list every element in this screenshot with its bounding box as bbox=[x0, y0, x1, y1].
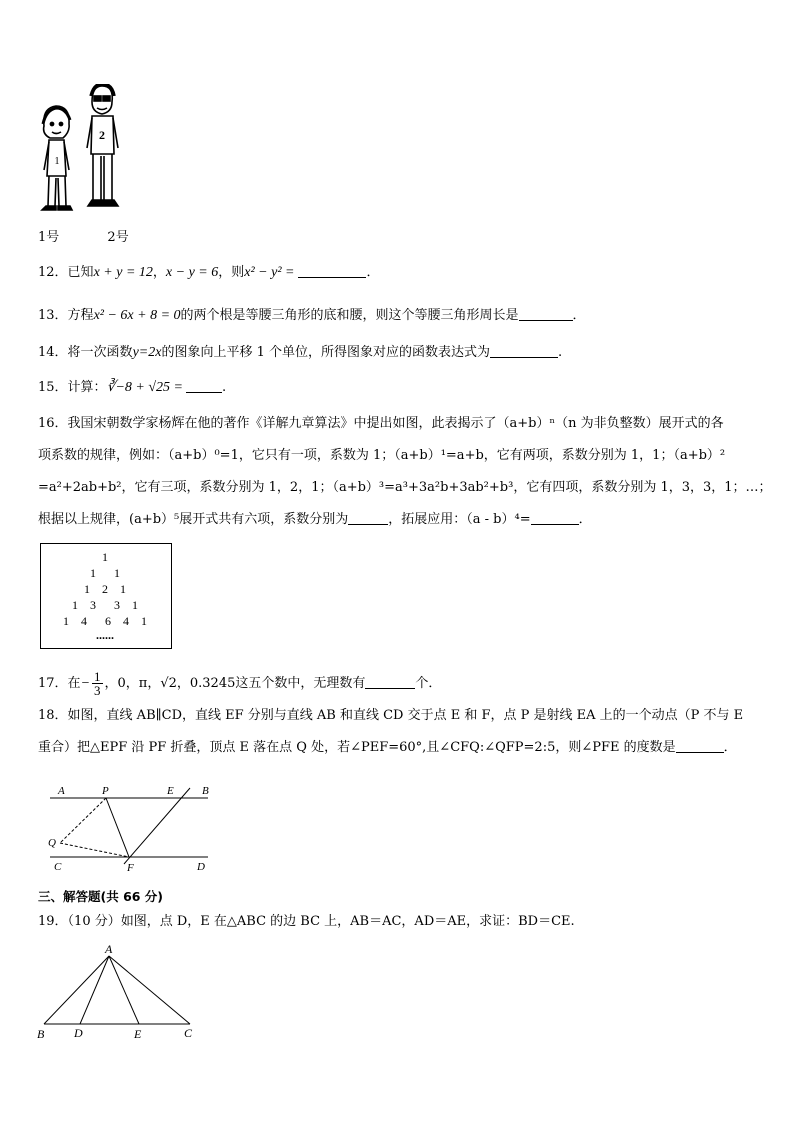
q13-end: ． bbox=[572, 308, 586, 323]
q17-answer-blank[interactable] bbox=[365, 674, 415, 689]
question-15 bbox=[38, 378, 226, 398]
q16-answer-blank-1[interactable] bbox=[348, 510, 388, 525]
q16-line-4-text-b: ，拓展应用：（a - b）⁴= bbox=[388, 512, 531, 527]
q17-fraction bbox=[92, 670, 103, 697]
label-b: B bbox=[37, 1027, 45, 1041]
q13-text-1: 方程 bbox=[67, 308, 94, 323]
question-16-line-2: 项系数的规律，例如：（a+b）⁰=1，它只有一项，系数为 1；（a+b）¹=a+b，它有两项，系数分别为 1，1；（a+b）² bbox=[38, 448, 726, 463]
label-p: P bbox=[102, 785, 109, 797]
q12-end: ． bbox=[366, 265, 380, 280]
kid-label-2: 2号 bbox=[107, 230, 129, 245]
q14-end: . bbox=[557, 345, 563, 360]
side-ac bbox=[109, 956, 190, 1024]
label-b: B bbox=[202, 785, 209, 797]
side-ab bbox=[44, 956, 109, 1024]
kid-1-shirt-number: 1 bbox=[54, 156, 60, 167]
q17-text-2: ，0，π，√2，0.3245这五个数中，无理数有 bbox=[104, 676, 366, 691]
question-12 bbox=[38, 263, 379, 283]
question-16-line-3: =a²+2ab+b²，它有三项，系数分别为 1，2，1；（a+b）³=a³+3a²b+3ab²+b³，它有四项，系数分别为 1，3，3，1；…； bbox=[38, 480, 772, 495]
section-3-heading: 三、解答题(共 66 分) bbox=[38, 889, 164, 904]
question-16-line-4 bbox=[38, 510, 592, 530]
q17-fraction-sign: − bbox=[80, 676, 91, 691]
q13-equation: x² − 6x + 8 = 0 bbox=[93, 308, 181, 323]
q15-answer-blank[interactable] bbox=[186, 378, 222, 393]
label-d: D bbox=[74, 1026, 83, 1040]
label-e: E bbox=[134, 1027, 142, 1041]
pascal-row-1: 1 bbox=[102, 550, 108, 564]
q13-number: 13． bbox=[38, 308, 68, 323]
label-d: D bbox=[197, 861, 205, 873]
kids-labels bbox=[38, 228, 129, 248]
line-ef bbox=[124, 788, 190, 864]
pascal-row-5: 1 4 6 4 1 bbox=[63, 614, 147, 628]
pascal-triangle-box bbox=[40, 543, 172, 649]
segment-ae bbox=[109, 956, 139, 1024]
q14-function: y=2x bbox=[132, 345, 162, 360]
question-18-line-2 bbox=[38, 738, 737, 758]
q12-sep: ， bbox=[152, 265, 166, 280]
question-17 bbox=[38, 670, 441, 697]
pascal-row-3: 1 2 1 bbox=[84, 582, 126, 596]
question-18-line-1: 18．如图，直线 AB∥CD，直线 EF 分别与直线 AB 和直线 CD 交于点 E 和 F，点 P 是射线 EA 上的一个动点（P 不与 E bbox=[38, 708, 744, 723]
segment-qf-dashed bbox=[60, 843, 129, 857]
q14-number: 14． bbox=[38, 345, 68, 360]
q17-text-3: 个． bbox=[415, 676, 442, 691]
label-q: Q bbox=[48, 837, 56, 849]
q12-answer-blank[interactable] bbox=[298, 263, 366, 278]
q12-text-1: 已知 bbox=[67, 265, 94, 280]
q19-triangle-figure bbox=[34, 940, 204, 1044]
kid-label-1: 1号 bbox=[38, 230, 60, 245]
q18-end: ． bbox=[723, 740, 737, 755]
label-a: A bbox=[105, 942, 113, 956]
q18-line-2-text: 重合）把△EPF 沿 PF 折叠，顶点 E 落在点 Q 处，若∠PEF=60°,且∠CFQ:∠QFP=2:5，则∠PFE 的度数是 bbox=[38, 740, 676, 755]
segment-ad bbox=[80, 956, 109, 1024]
label-c: C bbox=[184, 1026, 193, 1040]
q12-eq-1: x + y = 12 bbox=[93, 265, 153, 280]
label-c: C bbox=[54, 861, 62, 873]
question-16-line-1: 16．我国宋朝数学家杨辉在他的著作《详解九章算法》中提出如图，此表揭示了（a+b）ⁿ（n 为非负整数）展开式的各 bbox=[38, 416, 724, 431]
q18-answer-blank[interactable] bbox=[676, 738, 724, 753]
segment-pf bbox=[106, 798, 129, 857]
q15-text-1: 计算： bbox=[67, 380, 107, 395]
q16-line-4-text-a: 根据以上规律，(a+b）⁵展开式共有六项，系数分别为 bbox=[38, 512, 349, 527]
q17-text-1: 在 bbox=[67, 676, 81, 691]
q13-answer-blank[interactable] bbox=[519, 306, 573, 321]
pascal-row-6: ...... bbox=[96, 628, 114, 642]
q13-text-2: 的两个根是等腰三角形的底和腰，则这个等腰三角形周长是 bbox=[180, 308, 519, 323]
question-13 bbox=[38, 306, 586, 326]
q12-eq-2: x − y = 6 bbox=[165, 265, 219, 280]
q14-text-1: 将一次函数 bbox=[67, 345, 133, 360]
q16-answer-blank-2[interactable] bbox=[531, 510, 579, 525]
label-f: F bbox=[127, 862, 134, 874]
label-a: A bbox=[58, 785, 65, 797]
segment-pq-dashed bbox=[60, 798, 106, 843]
q17-fraction-denominator: 3 bbox=[94, 683, 101, 698]
q12-eq-3: x² − y² = bbox=[244, 265, 295, 280]
pascal-row-4: 1 3 3 1 bbox=[72, 598, 138, 612]
q15-number: 15． bbox=[38, 380, 68, 395]
kids-figure bbox=[36, 84, 136, 220]
q17-fraction-numerator: 1 bbox=[94, 669, 101, 684]
label-e: E bbox=[167, 785, 174, 797]
q14-text-2: 的图象向上平移 1 个单位，所得图象对应的函数表达式为 bbox=[161, 345, 490, 360]
question-19: 19．（10 分）如图，点 D，E 在△ABC 的边 BC 上，AB＝AC，AD＝AE，求证：BD＝CE. bbox=[38, 914, 575, 929]
q17-number: 17． bbox=[38, 676, 68, 691]
kid-2-drawing bbox=[87, 84, 118, 206]
q18-geometry-figure bbox=[40, 780, 220, 876]
q16-line-4-text-c: ． bbox=[578, 512, 592, 527]
q15-expression: ∛−8 + √25 = bbox=[106, 380, 184, 395]
kid-2-shirt-number: 2 bbox=[99, 128, 105, 142]
q12-number: 12． bbox=[38, 265, 68, 280]
q15-end: . bbox=[222, 380, 227, 395]
pascal-row-2: 1 1 bbox=[90, 566, 120, 580]
q14-answer-blank[interactable] bbox=[490, 343, 558, 358]
q12-text-2: ，则 bbox=[218, 265, 245, 280]
question-14 bbox=[38, 343, 562, 363]
